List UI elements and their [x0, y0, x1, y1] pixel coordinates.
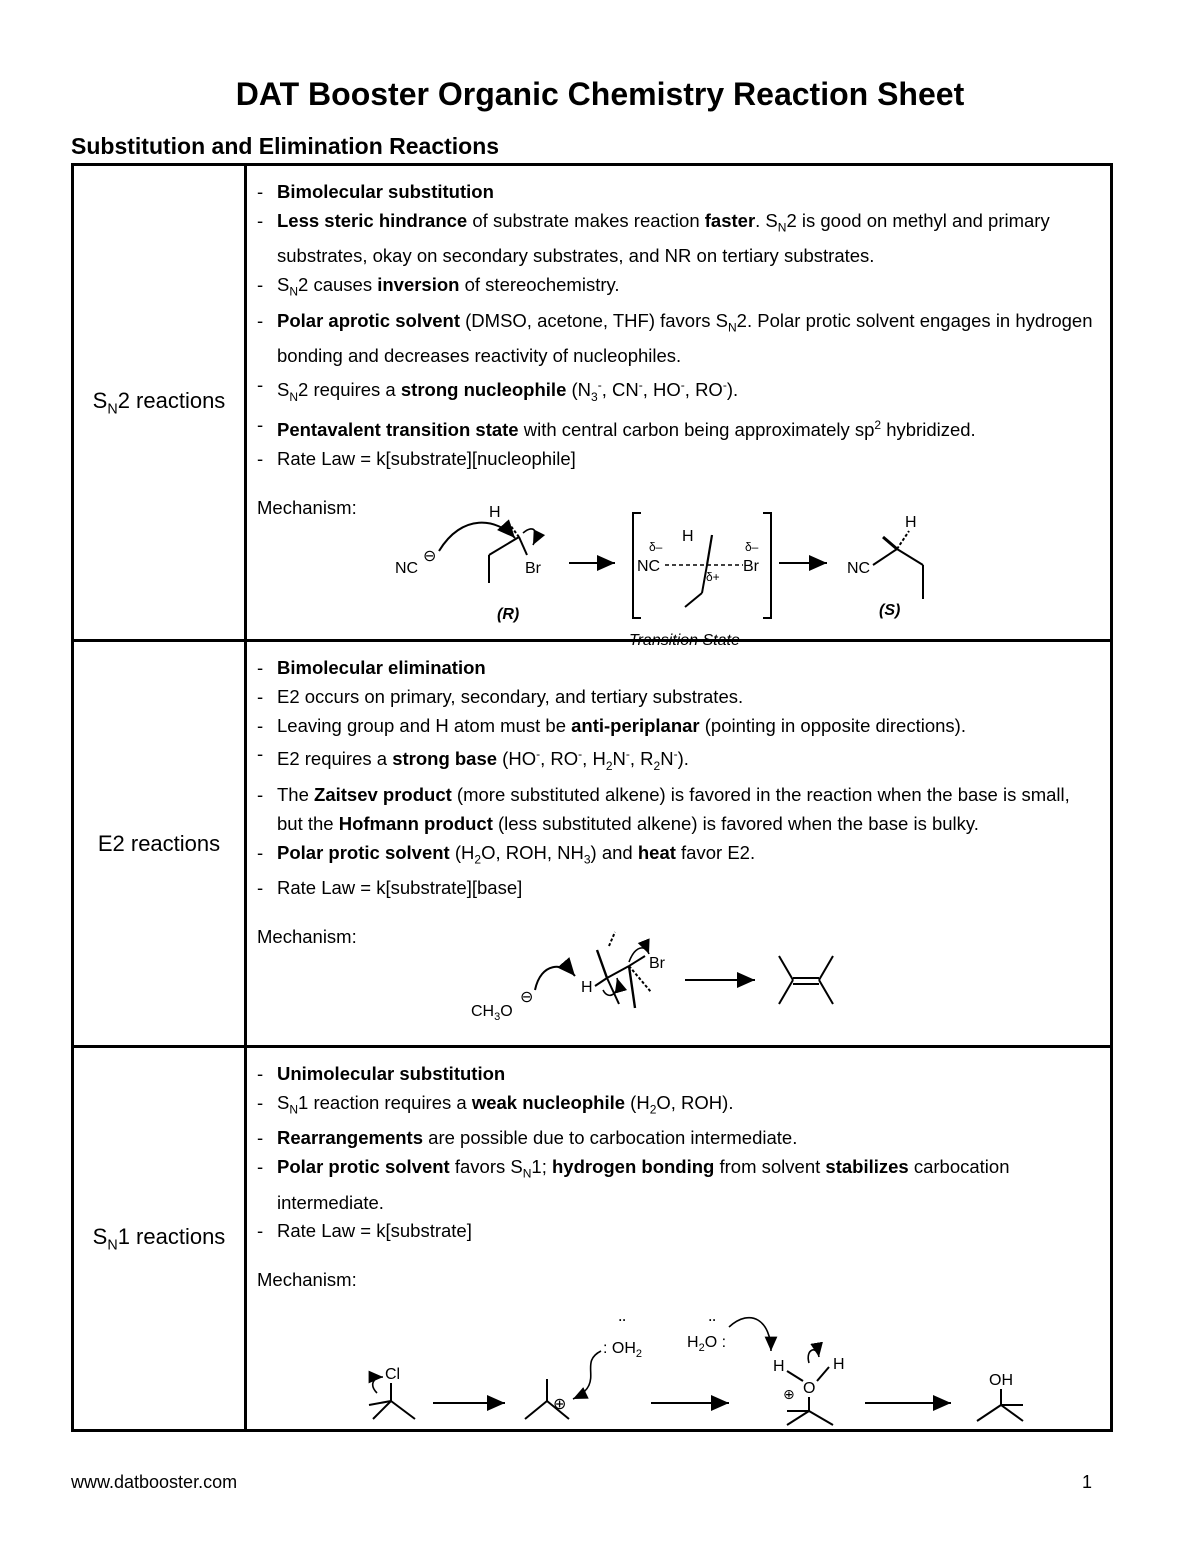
sn1-cation-left	[525, 1401, 547, 1419]
e2-h: H	[581, 978, 593, 996]
sn1-oxonium-bond-r	[817, 1367, 829, 1381]
section-heading: Substitution and Elimination Reactions	[71, 133, 500, 159]
sn1-oxonium-left	[787, 1411, 809, 1425]
sn1-oxonium-plus: ⊕	[783, 1385, 795, 1402]
e2-bond-c2-down	[629, 966, 635, 1008]
e2-alkene-bottom-right	[819, 980, 833, 1004]
sn1-tbucl-right	[391, 1401, 415, 1419]
e2-point-3: - Leaving group and H atom must be anti-periplanar (pointing in opposite directions).	[257, 712, 1096, 741]
e2-base-ch: $CH_3O$	[471, 1002, 513, 1023]
sn1-points	[257, 1060, 1096, 1246]
sn1-point-2: - $S_N1$ reaction requires a weak nucleophile ($H_2O$, ROH).	[257, 1089, 1096, 1124]
sn2-bond-br	[519, 537, 527, 555]
sn2-point-1: - Bimolecular substitution	[257, 178, 1096, 207]
e2-point-7: - Rate Law = k[substrate][base]	[257, 874, 1096, 903]
sn1-cation-plus: ⊕	[553, 1395, 567, 1413]
sn2-label: $S_N2$ reactions	[73, 165, 246, 641]
e2-base-charge: ⊖	[520, 988, 534, 1006]
e2-point-6: - Polar protic solvent ($H_2O$, ROH, $NH_3$) and heat favor E2.	[257, 839, 1096, 874]
sn2-points	[257, 178, 1096, 474]
sn2-point-5: - $S_N2$ requires a strong nucleophile ($N_3^-$, CN-, HO-, RO-).	[257, 371, 1096, 412]
sn2-nc-product: NC	[847, 560, 871, 578]
sn2-content	[246, 165, 1112, 650]
e2-alkene-top-left	[779, 956, 793, 980]
sn2-row	[73, 165, 1112, 641]
sn1-leave-arrow	[373, 1377, 383, 1393]
e2-alkene-top-right	[819, 956, 833, 980]
sn1-oxonium-h-right: H	[833, 1355, 845, 1373]
reaction-table	[71, 163, 1113, 1432]
sn2-prod-bond-1	[873, 549, 897, 565]
sn1-oxonium-bond-l	[787, 1371, 803, 1381]
e2-bond-c1-top	[609, 932, 615, 946]
sn1-oh: OH	[989, 1371, 1013, 1389]
sn1-oh2-dots: ¨	[619, 1315, 626, 1338]
e2-point-2: - E2 occurs on primary, secondary, and tertiary substrates.	[257, 683, 1096, 712]
e2-point-4: - E2 requires a strong base (HO-, RO-, $H_2N^-$, $R_2N^-$).	[257, 740, 1096, 781]
sn2-nc-left: NC	[395, 560, 419, 578]
sn2-ts-bond-ethyl	[685, 593, 702, 607]
sn2-br-left: Br	[525, 560, 541, 578]
e2-alkene-bottom-left	[779, 980, 793, 1004]
footer-url: www.datbooster.com	[71, 1472, 238, 1492]
sn1-point-5: - Rate Law = k[substrate]	[257, 1217, 1096, 1246]
sn2-ts-h: H	[682, 528, 694, 546]
sn1-oxonium-arrow	[808, 1350, 819, 1363]
sn1-h2o-dots: ¨	[709, 1315, 716, 1338]
sn2-config-s: (S)	[879, 602, 901, 620]
e2-br: Br	[649, 954, 665, 972]
sn2-point-4: - Polar aprotic solvent (DMSO, acetone, THF) favors $S_N2$. Polar protic solvent engages in hydrogen bonding and decreases reactivity of nucleophiles.	[257, 307, 1096, 371]
sn1-oxonium-o: O	[803, 1379, 816, 1397]
e2-content	[246, 641, 1112, 1047]
sn1-oh2: : $OH_2$	[603, 1339, 643, 1360]
sn1-mechanism	[257, 1266, 1096, 1423]
e2-bond-c1c2	[607, 966, 629, 978]
sn1-attack-arrow	[573, 1351, 601, 1399]
sn2-point-2: - Less steric hindrance of substrate makes reaction faster. $S_N2$ is good on methyl and primary substrates, okay on secondary substrates, and NR on tertiary substrates.	[257, 207, 1096, 271]
sn2-point-3: - $S_N2$ causes inversion of stereochemistry.	[257, 271, 1096, 306]
sn2-h-product: H	[905, 514, 917, 532]
sn2-mechanism-diagram	[257, 493, 1117, 650]
sn2-ts-bracket-right	[763, 513, 771, 618]
sn1-mechanism-label: Mechanism:	[257, 1269, 357, 1291]
sn2-prod-bond-wedge	[883, 537, 897, 549]
sn2-config-r: (R)	[497, 606, 520, 624]
sn2-mechanism	[257, 494, 1096, 650]
sn1-point-3: - Rearrangements are possible due to carbocation intermediate.	[257, 1124, 1096, 1153]
e2-attack-arrow	[535, 967, 575, 990]
e2-points	[257, 654, 1096, 903]
sn1-alcohol-left	[977, 1405, 1001, 1421]
sn2-point-6: - Pentavalent transition state with central carbon being approximately $sp^2$ hybridized.	[257, 411, 1096, 445]
sn2-ts-caption: Transition State	[629, 632, 740, 650]
sn2-charge-left: ⊖	[423, 548, 437, 566]
sn2-prod-bond-h	[897, 531, 909, 549]
sn2-ts-bond-up	[707, 535, 712, 565]
sn2-point-7: - Rate Law = k[substrate][nucleophile]	[257, 445, 1096, 474]
sn1-point-1: - Unimolecular substitution	[257, 1060, 1096, 1089]
sn1-alcohol-right	[1001, 1405, 1023, 1421]
sn1-deprotonate-arrow	[729, 1318, 771, 1351]
sn1-label: $S_N1$ reactions	[73, 1047, 246, 1431]
sn1-row	[73, 1047, 1112, 1431]
e2-label: E2 reactions	[73, 641, 246, 1047]
e2-bond-c1-up	[597, 950, 607, 978]
sn2-ts-br: Br	[743, 558, 759, 576]
e2-mechanism	[257, 923, 1096, 1032]
sn2-h-left: H	[489, 504, 501, 522]
page-number: 1	[1082, 1472, 1093, 1492]
e2-mechanism-label: Mechanism:	[257, 925, 357, 947]
sn1-h2o: $H_2O$ :	[687, 1333, 727, 1354]
e2-point-5: - The Zaitsev product (more substituted alkene) is favored in the reaction when the base is small, but the Hofmann product (less substituted alkene) is favored when the base is bulky.	[257, 781, 1096, 839]
sn2-ts-delta-plus: δ+	[706, 570, 720, 585]
e2-bond-h	[595, 978, 607, 986]
sn2-ts-delta-right: δ–	[745, 540, 759, 555]
sn1-oxonium-right	[809, 1411, 833, 1425]
e2-point-1: - Bimolecular elimination	[257, 654, 1096, 683]
e2-row	[73, 641, 1112, 1047]
sn1-point-4: - Polar protic solvent favors $S_N1$; hydrogen bonding from solvent stabilizes carbocation intermediate.	[257, 1153, 1096, 1217]
sn2-ts-nc: NC	[637, 558, 661, 576]
sn1-mechanism-diagram	[257, 1293, 1117, 1423]
sn2-mechanism-label: Mechanism:	[257, 497, 357, 519]
sn2-prod-bond-2	[897, 549, 923, 565]
sn1-oxonium-h-left: H	[773, 1357, 785, 1375]
sn2-leave-arrow	[523, 529, 536, 545]
sn2-bond-2	[489, 537, 519, 555]
sn1-content	[246, 1047, 1112, 1431]
sn1-cl: Cl	[385, 1365, 401, 1383]
document-title: DAT Booster Organic Chemistry Reaction Sheet	[235, 76, 965, 112]
e2-mechanism-diagram	[257, 932, 1117, 1032]
sn2-ts-delta-left: δ–	[649, 540, 663, 555]
